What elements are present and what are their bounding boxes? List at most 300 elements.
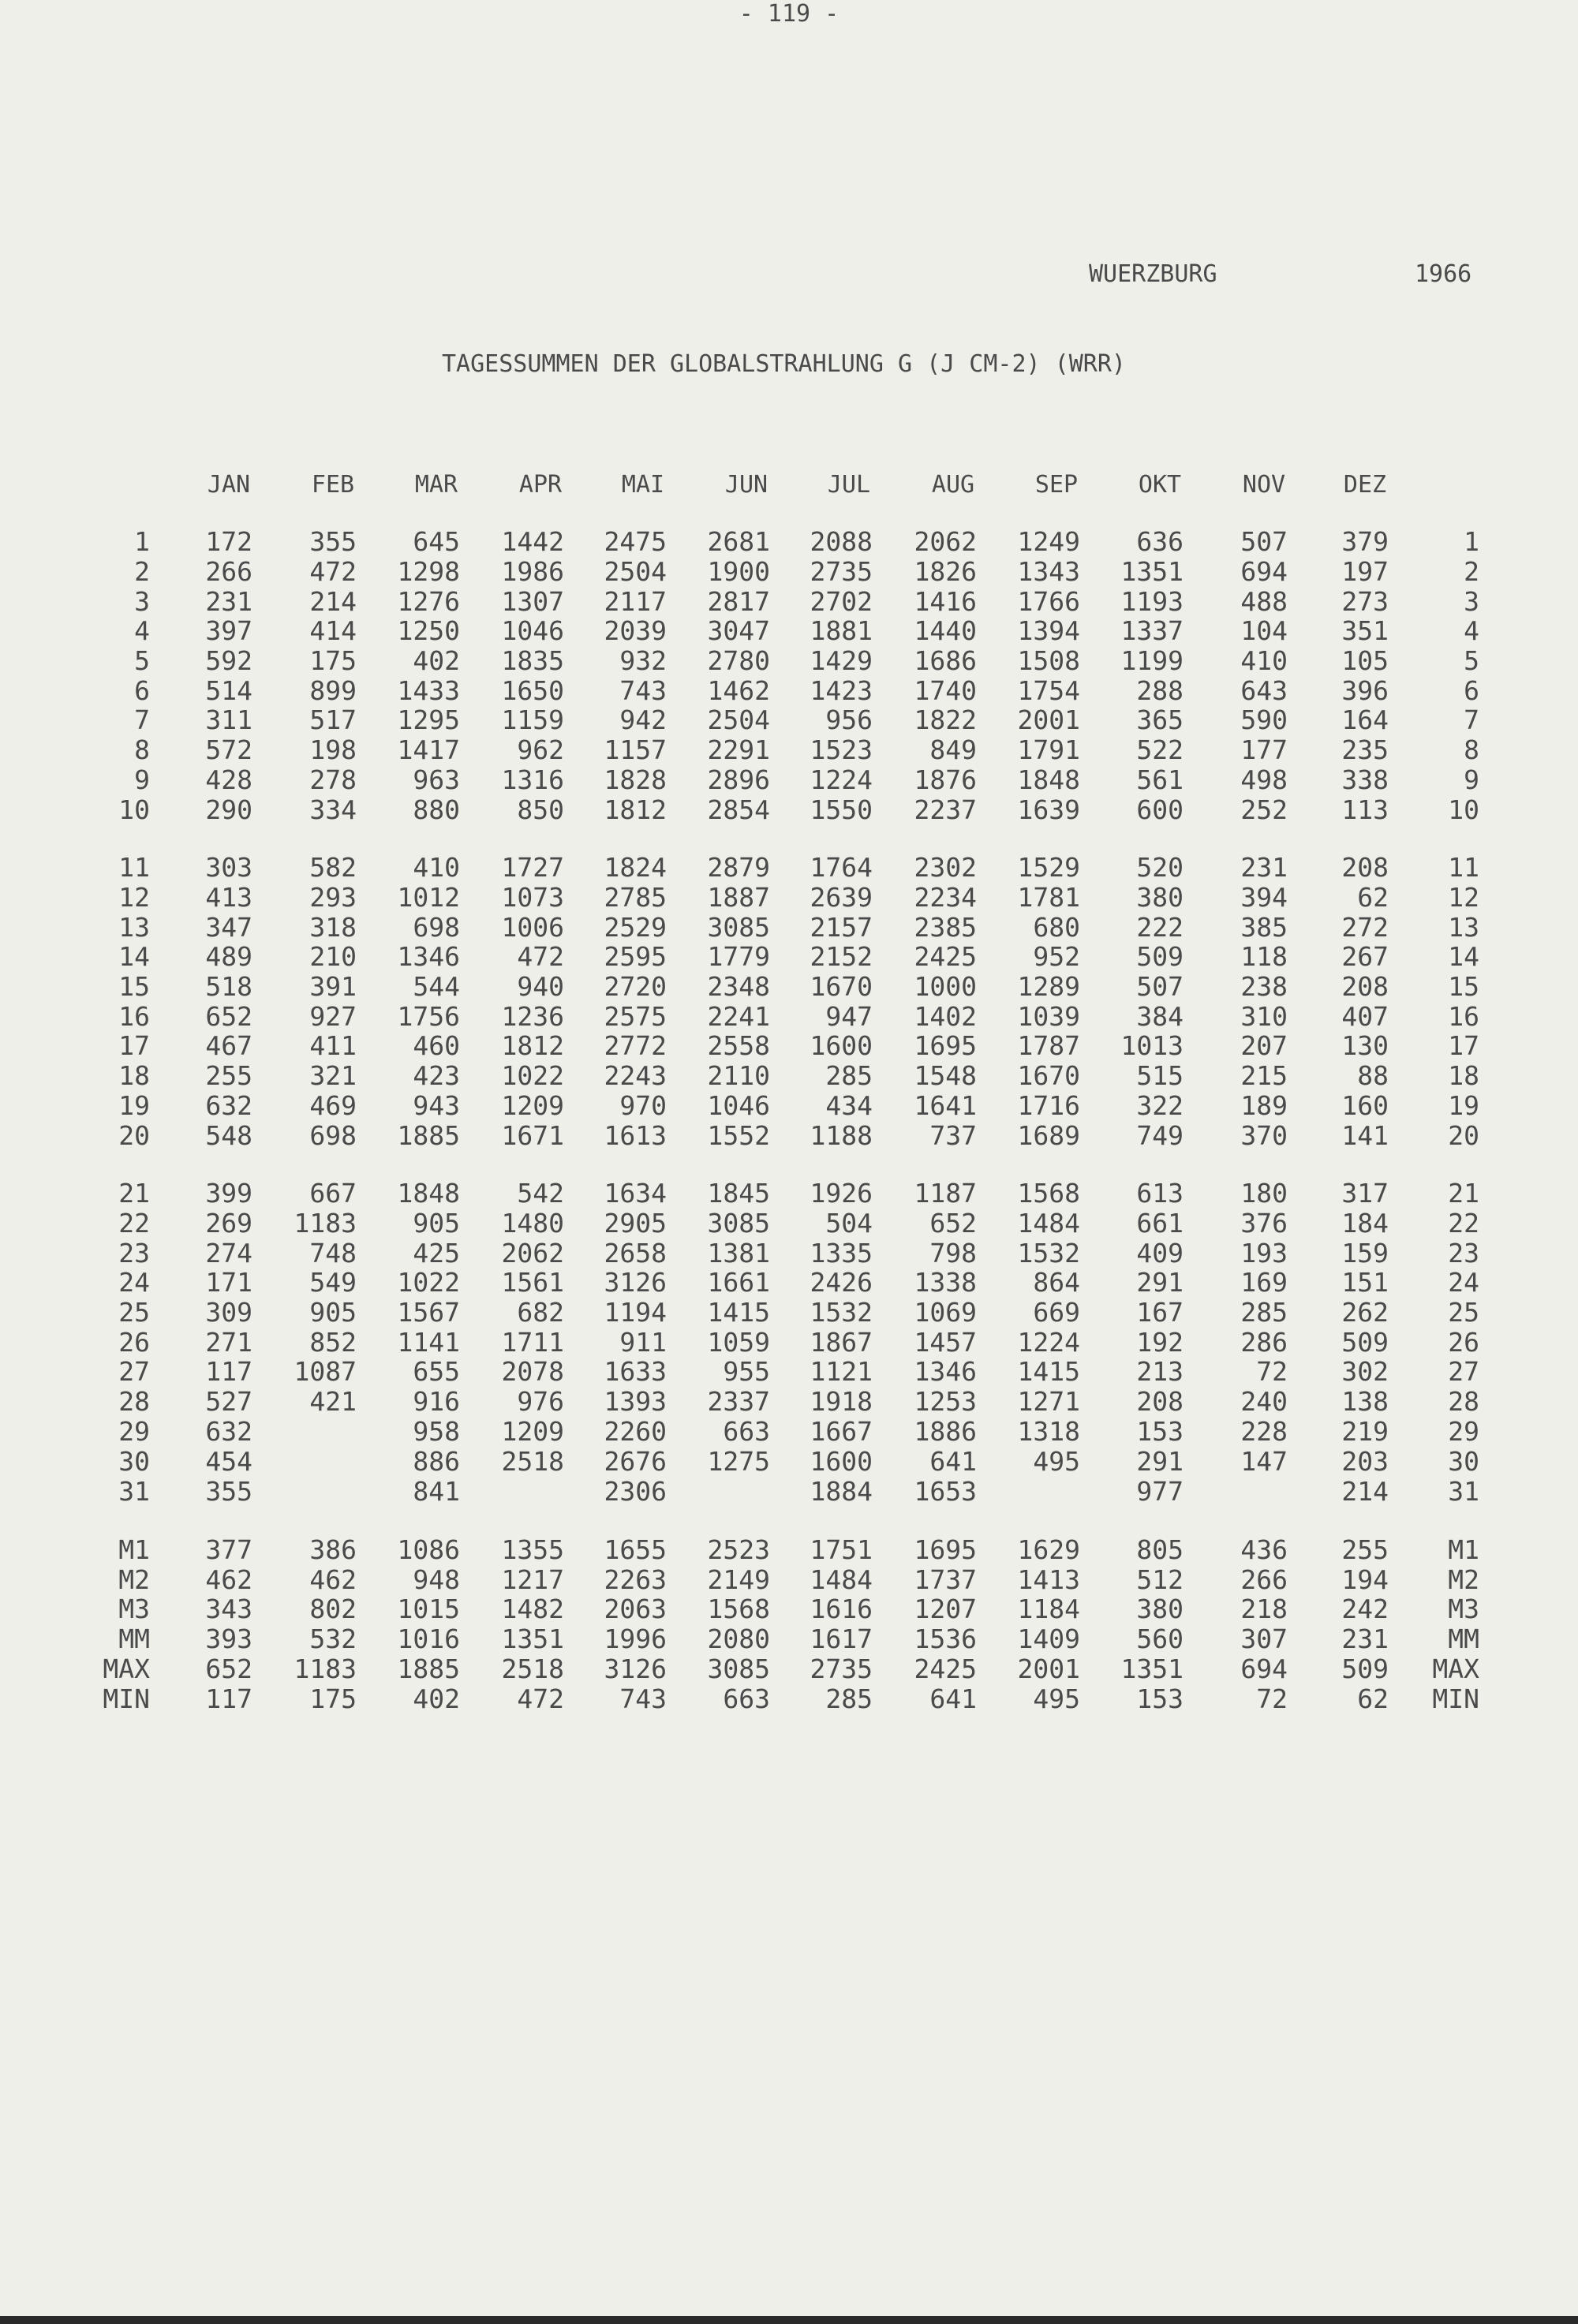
- table-cell: 1417: [397, 734, 460, 765]
- table-cell: 172: [205, 526, 252, 557]
- table-cell: 2905: [604, 1208, 667, 1239]
- row-label-right: 19: [1448, 1090, 1479, 1121]
- table-cell: 1756: [397, 1001, 460, 1032]
- table-cell: 1536: [914, 1623, 977, 1654]
- table-cell: 2681: [707, 526, 770, 557]
- table-cell: 905: [413, 1208, 460, 1239]
- table-cell: 2879: [707, 852, 770, 883]
- table-cell: 849: [929, 734, 977, 765]
- row-label-right: 27: [1448, 1356, 1479, 1387]
- row-label: MAX: [103, 1653, 150, 1684]
- table-cell: 72: [1256, 1683, 1288, 1714]
- table-cell: 385: [1240, 912, 1288, 943]
- table-cell: 62: [1357, 1683, 1389, 1714]
- table-cell: 397: [205, 615, 252, 646]
- table-cell: 1671: [501, 1120, 564, 1151]
- table-cell: 235: [1341, 734, 1389, 765]
- table-cell: 962: [517, 734, 564, 765]
- table-cell: 1381: [707, 1238, 770, 1268]
- table-cell: 1616: [810, 1594, 873, 1624]
- table-cell: 1641: [914, 1090, 977, 1121]
- table-cell: 351: [1341, 615, 1389, 646]
- table-cell: 956: [825, 704, 873, 735]
- table-cell: 517: [309, 704, 357, 735]
- table-cell: 600: [1136, 794, 1184, 825]
- table-cell: 153: [1136, 1416, 1184, 1447]
- row-label-right: 17: [1448, 1030, 1479, 1061]
- table-cell: 454: [205, 1446, 252, 1477]
- table-cell: 632: [205, 1416, 252, 1447]
- row-label: 20: [118, 1120, 150, 1151]
- table-cell: 2426: [810, 1267, 873, 1298]
- table-cell: 636: [1136, 526, 1184, 557]
- table-cell: 2337: [707, 1386, 770, 1417]
- row-label: 16: [118, 1001, 150, 1032]
- table-cell: 1271: [1017, 1386, 1080, 1417]
- row-label: 17: [118, 1030, 150, 1061]
- table-cell: 472: [309, 556, 357, 587]
- table-cell: 977: [1136, 1476, 1184, 1507]
- table-cell: 399: [205, 1178, 252, 1209]
- table-cell: 423: [413, 1060, 460, 1091]
- table-cell: 105: [1341, 645, 1389, 676]
- table-cell: 3126: [604, 1267, 667, 1298]
- table-cell: 1338: [914, 1267, 977, 1298]
- table-cell: 365: [1136, 704, 1184, 735]
- table-cell: 1346: [397, 941, 460, 972]
- table-cell: 1307: [501, 586, 564, 617]
- table-cell: 293: [309, 882, 357, 913]
- table-cell: 255: [205, 1060, 252, 1091]
- table-cell: 113: [1341, 794, 1389, 825]
- table-cell: 1013: [1120, 1030, 1184, 1061]
- table-cell: 899: [309, 675, 357, 706]
- row-label-right: 30: [1448, 1446, 1479, 1477]
- table-cell: 285: [825, 1060, 873, 1091]
- table-cell: 1429: [810, 645, 873, 676]
- table-cell: 2518: [501, 1446, 564, 1477]
- table-cell: 1996: [604, 1623, 667, 1654]
- row-label-right: 8: [1464, 734, 1479, 765]
- table-cell: 171: [205, 1267, 252, 1298]
- table-cell: 641: [929, 1446, 977, 1477]
- table-cell: 520: [1136, 852, 1184, 883]
- row-label-right: 26: [1448, 1327, 1479, 1358]
- table-cell: 210: [309, 941, 357, 972]
- table-cell: 1059: [707, 1327, 770, 1358]
- table-cell: 469: [309, 1090, 357, 1121]
- table-cell: 436: [1240, 1534, 1288, 1565]
- table-cell: 1015: [397, 1594, 460, 1624]
- table-cell: 682: [517, 1297, 564, 1328]
- table-cell: 652: [929, 1208, 977, 1239]
- table-cell: 3085: [707, 912, 770, 943]
- table-cell: 1016: [397, 1623, 460, 1654]
- table-cell: 355: [309, 526, 357, 557]
- table-cell: 948: [413, 1564, 460, 1595]
- table-cell: 1740: [914, 675, 977, 706]
- table-cell: 548: [205, 1120, 252, 1151]
- table-cell: 955: [723, 1356, 770, 1387]
- table-cell: 428: [205, 764, 252, 795]
- table-cell: 303: [205, 852, 252, 883]
- row-label-right: 13: [1448, 912, 1479, 943]
- table-cell: 1209: [501, 1090, 564, 1121]
- table-cell: 2523: [707, 1534, 770, 1565]
- row-label-right: 24: [1448, 1267, 1479, 1298]
- table-cell: 694: [1240, 1653, 1288, 1684]
- table-cell: 1224: [1017, 1327, 1080, 1358]
- table-cell: 2658: [604, 1238, 667, 1268]
- table-cell: 509: [1341, 1327, 1389, 1358]
- table-cell: 2001: [1017, 704, 1080, 735]
- table-cell: 311: [205, 704, 252, 735]
- table-cell: 309: [205, 1297, 252, 1328]
- row-label: 27: [118, 1356, 150, 1387]
- table-cell: 1402: [914, 1001, 977, 1032]
- table-cell: 198: [309, 734, 357, 765]
- row-label: 5: [134, 645, 150, 676]
- table-cell: 1727: [501, 852, 564, 883]
- table-cell: 515: [1136, 1060, 1184, 1091]
- table-cell: 1217: [501, 1564, 564, 1595]
- table-cell: 141: [1341, 1120, 1389, 1151]
- table-cell: 467: [205, 1030, 252, 1061]
- month-header: JUL: [827, 471, 871, 499]
- table-cell: 1199: [1120, 645, 1184, 676]
- table-cell: 841: [413, 1476, 460, 1507]
- table-cell: 652: [205, 1001, 252, 1032]
- table-cell: 1343: [1017, 556, 1080, 587]
- table-cell: 240: [1240, 1386, 1288, 1417]
- table-cell: 1415: [1017, 1356, 1080, 1387]
- table-cell: 582: [309, 852, 357, 883]
- table-cell: 291: [1136, 1267, 1184, 1298]
- table-cell: 355: [205, 1476, 252, 1507]
- table-cell: 916: [413, 1386, 460, 1417]
- table-cell: 1826: [914, 556, 977, 587]
- table-cell: 1667: [810, 1416, 873, 1447]
- table-cell: 1779: [707, 941, 770, 972]
- table-cell: 425: [413, 1238, 460, 1268]
- row-label-right: 20: [1448, 1120, 1479, 1151]
- row-label: 2: [134, 556, 150, 587]
- month-header: NOV: [1242, 471, 1286, 499]
- table-cell: 1884: [810, 1476, 873, 1507]
- table-cell: 1787: [1017, 1030, 1080, 1061]
- table-cell: 338: [1341, 764, 1389, 795]
- table-cell: 164: [1341, 704, 1389, 735]
- table-cell: 1835: [501, 645, 564, 676]
- table-cell: 218: [1240, 1594, 1288, 1624]
- table-cell: 694: [1240, 556, 1288, 587]
- row-label: 8: [134, 734, 150, 765]
- table-cell: 472: [517, 1683, 564, 1714]
- table-cell: 1848: [1017, 764, 1080, 795]
- table-cell: 504: [825, 1208, 873, 1239]
- table-cell: 262: [1341, 1297, 1389, 1328]
- row-label-right: 12: [1448, 882, 1479, 913]
- table-cell: 561: [1136, 764, 1184, 795]
- table-cell: 852: [309, 1327, 357, 1358]
- table-cell: 1335: [810, 1238, 873, 1268]
- table-cell: 208: [1341, 971, 1389, 1002]
- row-label: M1: [118, 1534, 150, 1565]
- table-cell: 194: [1341, 1564, 1389, 1595]
- table-cell: 267: [1341, 941, 1389, 972]
- table-cell: [254, 1447, 357, 1477]
- table-cell: 153: [1136, 1683, 1184, 1714]
- row-label: 7: [134, 704, 150, 735]
- row-label: 1: [134, 526, 150, 557]
- table-cell: 1887: [707, 882, 770, 913]
- table-cell: 952: [1033, 941, 1080, 972]
- table-cell: 958: [413, 1416, 460, 1447]
- table-cell: 1529: [1017, 852, 1080, 883]
- table-cell: 1423: [810, 675, 873, 706]
- table-cell: 669: [1033, 1297, 1080, 1328]
- station-name: WUERZBURG: [1089, 260, 1217, 288]
- table-cell: 632: [205, 1090, 252, 1121]
- table-cell: 184: [1341, 1208, 1389, 1239]
- table-cell: 880: [413, 794, 460, 825]
- table-cell: 1249: [1017, 526, 1080, 557]
- table-cell: 2639: [810, 882, 873, 913]
- table-cell: 394: [1240, 882, 1288, 913]
- table-cell: 1433: [397, 675, 460, 706]
- table-cell: 2780: [707, 645, 770, 676]
- month-header: OKT: [1138, 471, 1182, 499]
- table-cell: 167: [1136, 1297, 1184, 1328]
- table-cell: 1346: [914, 1356, 977, 1387]
- table-cell: 743: [619, 675, 667, 706]
- table-cell: 2425: [914, 941, 977, 972]
- table-cell: 118: [1240, 941, 1288, 972]
- table-cell: 1413: [1017, 1564, 1080, 1595]
- table-cell: 175: [309, 645, 357, 676]
- table-cell: 2001: [1017, 1653, 1080, 1684]
- table-cell: 214: [1341, 1476, 1389, 1507]
- table-cell: 88: [1357, 1060, 1389, 1091]
- table-cell: 285: [1240, 1297, 1288, 1328]
- table-cell: 1289: [1017, 971, 1080, 1002]
- month-header: JUN: [724, 471, 768, 499]
- year: 1966: [1415, 260, 1472, 288]
- table-cell: 1351: [1120, 1653, 1184, 1684]
- table-cell: 1634: [604, 1178, 667, 1209]
- table-cell: 1000: [914, 971, 977, 1002]
- table-cell: 737: [929, 1120, 977, 1151]
- table-cell: 2291: [707, 734, 770, 765]
- table-cell: 370: [1240, 1120, 1288, 1151]
- table-cell: 663: [723, 1683, 770, 1714]
- row-label: 10: [118, 794, 150, 825]
- row-label-right: 18: [1448, 1060, 1479, 1091]
- row-label-right: 5: [1464, 645, 1479, 676]
- table-cell: 743: [619, 1683, 667, 1714]
- row-label-right: 6: [1464, 675, 1479, 706]
- table-cell: [462, 1477, 564, 1507]
- table-cell: 2117: [604, 586, 667, 617]
- table-cell: 2817: [707, 586, 770, 617]
- row-label-right: M2: [1448, 1564, 1479, 1595]
- table-cell: 380: [1136, 1594, 1184, 1624]
- table-cell: 1482: [501, 1594, 564, 1624]
- table-cell: 2702: [810, 586, 873, 617]
- table-cell: 272: [1341, 912, 1389, 943]
- row-label: 30: [118, 1446, 150, 1477]
- table-cell: 911: [619, 1327, 667, 1358]
- table-cell: 1351: [1120, 556, 1184, 587]
- table-cell: 266: [1240, 1564, 1288, 1595]
- table-cell: 343: [205, 1594, 252, 1624]
- row-label: M2: [118, 1564, 150, 1595]
- table-cell: 507: [1136, 971, 1184, 1002]
- table-cell: 1845: [707, 1178, 770, 1209]
- table-cell: 963: [413, 764, 460, 795]
- table-cell: 1440: [914, 615, 977, 646]
- table-cell: 2896: [707, 764, 770, 795]
- table-cell: 2595: [604, 941, 667, 972]
- table-cell: 410: [413, 852, 460, 883]
- table-cell: 1157: [604, 734, 667, 765]
- table-cell: 203: [1341, 1446, 1389, 1477]
- table-cell: 393: [205, 1623, 252, 1654]
- table-cell: 1532: [1017, 1238, 1080, 1268]
- row-label-right: 2: [1464, 556, 1479, 587]
- table-cell: 2063: [604, 1594, 667, 1624]
- table-cell: 421: [309, 1386, 357, 1417]
- row-label: M3: [118, 1594, 150, 1624]
- row-label-right: 1: [1464, 526, 1479, 557]
- table-cell: 1141: [397, 1327, 460, 1358]
- table-cell: 1337: [1120, 615, 1184, 646]
- table-cell: 488: [1240, 586, 1288, 617]
- table-cell: 1548: [914, 1060, 977, 1091]
- table-cell: 409: [1136, 1238, 1184, 1268]
- table-cell: 1184: [1017, 1594, 1080, 1624]
- table-cell: 285: [825, 1683, 873, 1714]
- table-cell: 1462: [707, 675, 770, 706]
- table-cell: 1484: [1017, 1208, 1080, 1239]
- row-label: 24: [118, 1267, 150, 1298]
- table-cell: 177: [1240, 734, 1288, 765]
- table-cell: 159: [1341, 1238, 1389, 1268]
- table-cell: 1194: [604, 1297, 667, 1328]
- row-label: 9: [134, 764, 150, 795]
- month-header: APR: [518, 471, 563, 499]
- row-label: 29: [118, 1416, 150, 1447]
- table-cell: 1881: [810, 615, 873, 646]
- table-cell: 1409: [1017, 1623, 1080, 1654]
- row-label: 19: [118, 1090, 150, 1121]
- table-cell: 273: [1341, 586, 1389, 617]
- table-cell: 380: [1136, 882, 1184, 913]
- table-cell: 1655: [604, 1534, 667, 1565]
- table-cell: 302: [1341, 1356, 1389, 1387]
- table-cell: 1394: [1017, 615, 1080, 646]
- table-cell: 266: [205, 556, 252, 587]
- table-cell: 1600: [810, 1446, 873, 1477]
- table-cell: 2062: [914, 526, 977, 557]
- table-cell: 379: [1341, 526, 1389, 557]
- table-cell: 613: [1136, 1178, 1184, 1209]
- row-label: 22: [118, 1208, 150, 1239]
- table-cell: 947: [825, 1001, 873, 1032]
- table-cell: 2260: [604, 1416, 667, 1447]
- table-cell: 1523: [810, 734, 873, 765]
- table-cell: 228: [1240, 1416, 1288, 1447]
- table-cell: 2039: [604, 615, 667, 646]
- month-header: AUG: [931, 471, 975, 499]
- table-cell: 1006: [501, 912, 564, 943]
- table-cell: 2529: [604, 912, 667, 943]
- row-label-right: 9: [1464, 764, 1479, 795]
- row-label: 3: [134, 586, 150, 617]
- table-cell: 643: [1240, 675, 1288, 706]
- row-label: 14: [118, 941, 150, 972]
- row-label-right: 16: [1448, 1001, 1479, 1032]
- table-cell: 2152: [810, 941, 873, 972]
- table-cell: 402: [413, 645, 460, 676]
- table-cell: 1737: [914, 1564, 977, 1595]
- table-cell: 1617: [810, 1623, 873, 1654]
- table-cell: 932: [619, 645, 667, 676]
- table-cell: 1086: [397, 1534, 460, 1565]
- table-cell: 1073: [501, 882, 564, 913]
- table-cell: 2110: [707, 1060, 770, 1091]
- table-cell: 1183: [294, 1653, 357, 1684]
- table-cell: 2504: [604, 556, 667, 587]
- table-cell: 886: [413, 1446, 460, 1477]
- table-cell: 215: [1240, 1060, 1288, 1091]
- table-cell: 208: [1136, 1386, 1184, 1417]
- table-cell: 495: [1033, 1446, 1080, 1477]
- table-cell: 1022: [501, 1060, 564, 1091]
- table-cell: 1193: [1120, 586, 1184, 617]
- row-label-right: 21: [1448, 1178, 1479, 1209]
- table-cell: 1639: [1017, 794, 1080, 825]
- table-cell: 1187: [914, 1178, 977, 1209]
- table-cell: 522: [1136, 734, 1184, 765]
- table-cell: 1295: [397, 704, 460, 735]
- table-cell: 1480: [501, 1208, 564, 1239]
- table-cell: 1012: [397, 882, 460, 913]
- table-cell: 572: [205, 734, 252, 765]
- table-cell: 1613: [604, 1120, 667, 1151]
- table-cell: 1716: [1017, 1090, 1080, 1121]
- row-label: 6: [134, 675, 150, 706]
- table-cell: 269: [205, 1208, 252, 1239]
- table-cell: 1209: [501, 1416, 564, 1447]
- table-cell: 222: [1136, 912, 1184, 943]
- table-cell: 1918: [810, 1386, 873, 1417]
- table-cell: 798: [929, 1238, 977, 1268]
- table-cell: 1633: [604, 1356, 667, 1387]
- table-cell: 1812: [604, 794, 667, 825]
- row-label: 12: [118, 882, 150, 913]
- row-label: 25: [118, 1297, 150, 1328]
- table-cell: 197: [1341, 556, 1389, 587]
- table-cell: 2575: [604, 1001, 667, 1032]
- month-header: JAN: [207, 471, 251, 499]
- table-cell: 255: [1341, 1534, 1389, 1565]
- table-cell: 2080: [707, 1623, 770, 1654]
- table-cell: 1393: [604, 1386, 667, 1417]
- table-cell: 278: [309, 764, 357, 795]
- table-cell: 661: [1136, 1208, 1184, 1239]
- row-label-right: M1: [1448, 1534, 1479, 1565]
